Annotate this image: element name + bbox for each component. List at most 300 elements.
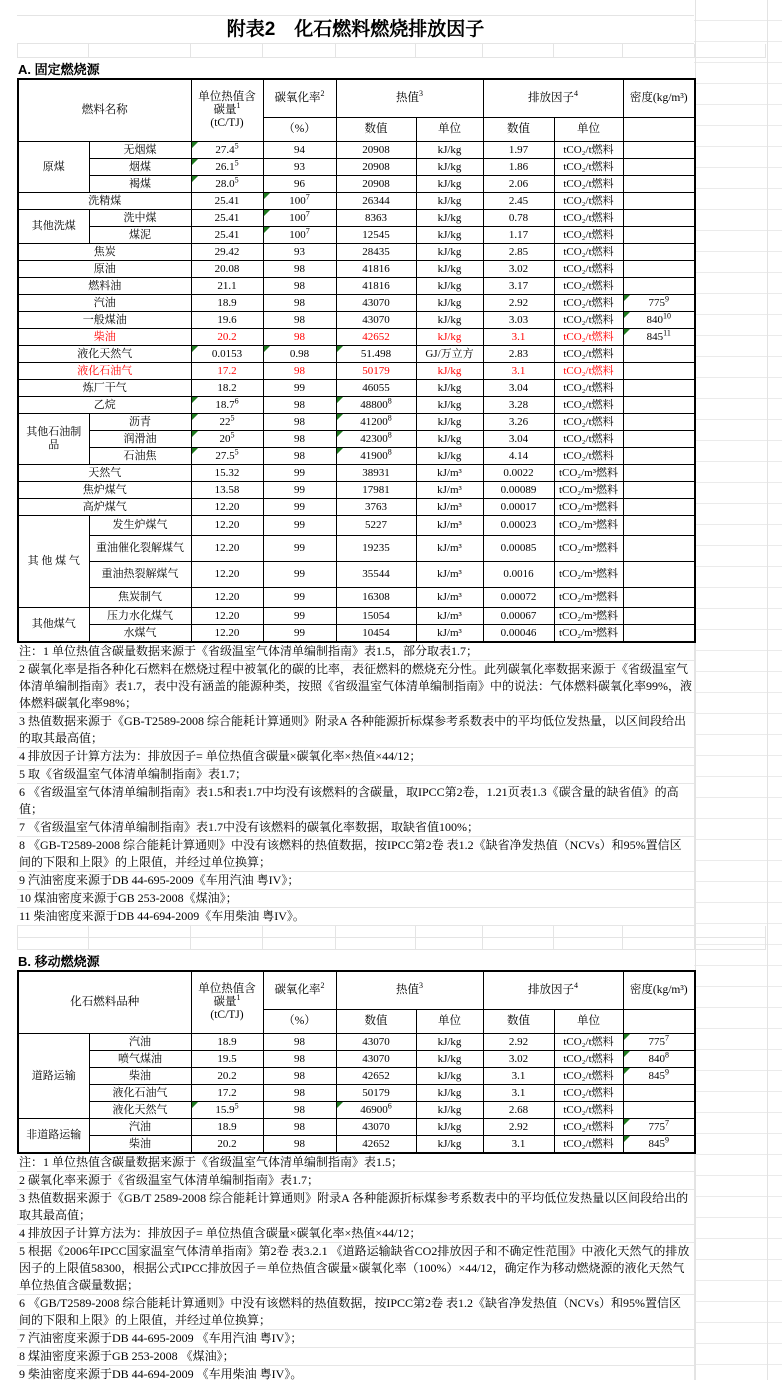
data-cell: 2.06 xyxy=(483,176,554,193)
data-cell: 19.5 xyxy=(191,1051,263,1068)
data-cell: $22^5$ xyxy=(191,414,263,431)
data-cell: 0.00046 xyxy=(483,625,554,643)
data-cell: 99 xyxy=(263,562,336,588)
fuel-group-cell: 其他洗煤 xyxy=(18,210,89,244)
data-cell: 3.1 xyxy=(483,363,554,380)
data-cell: 98 xyxy=(263,278,336,295)
data-cell: 0.00067 xyxy=(483,608,554,625)
fuel-group-cell: 原煤 xyxy=(18,142,89,193)
data-cell: 0.98 xyxy=(263,346,336,363)
data-cell: 5227 xyxy=(336,516,416,536)
data-cell: 12545 xyxy=(336,227,416,244)
data-cell: kJ/kg xyxy=(416,193,483,210)
data-cell: kJ/kg xyxy=(416,244,483,261)
data-cell: 3.1 xyxy=(483,1085,554,1102)
data-cell: 43070 xyxy=(336,1051,416,1068)
data-cell: 98 xyxy=(263,1102,336,1119)
fuel-name-cell: 汽油 xyxy=(89,1034,191,1051)
fuel-name-cell: 洗精煤 xyxy=(18,193,191,210)
col-header-density: 密度(kg/m³) xyxy=(623,79,695,118)
data-cell: kJ/m³ xyxy=(416,482,483,499)
data-cell: kJ/m³ xyxy=(416,625,483,643)
data-cell: 28435 xyxy=(336,244,416,261)
data-cell: 46055 xyxy=(336,380,416,397)
data-cell: kJ/kg xyxy=(416,1068,483,1085)
data-cell xyxy=(623,536,695,562)
data-cell: 15054 xyxy=(336,608,416,625)
data-cell: kJ/kg xyxy=(416,431,483,448)
data-cell: 98 xyxy=(263,431,336,448)
data-cell: 16308 xyxy=(336,588,416,608)
data-cell: 1.86 xyxy=(483,159,554,176)
table-row xyxy=(18,1034,695,1051)
data-cell: kJ/m³ xyxy=(416,516,483,536)
data-cell: tCO₂/t燃料 xyxy=(554,431,623,448)
data-cell: 26344 xyxy=(336,193,416,210)
table-row xyxy=(18,465,695,482)
fuel-name-cell: 喷气煤油 xyxy=(89,1051,191,1068)
data-cell: 41816 xyxy=(336,261,416,278)
fuel-name-cell: 焦炭制气 xyxy=(89,588,191,608)
data-cell xyxy=(623,142,695,159)
data-cell: 98 xyxy=(263,312,336,329)
col-header-heat-unit: 单位 xyxy=(416,118,483,142)
fuel-name-cell: 沥青 xyxy=(89,414,191,431)
table-row xyxy=(18,227,695,244)
data-cell: 20908 xyxy=(336,176,416,193)
data-cell: 99 xyxy=(263,380,336,397)
table-row xyxy=(18,414,695,431)
data-cell xyxy=(623,176,695,193)
data-cell: kJ/kg xyxy=(416,414,483,431)
data-cell: tCO₂/m³燃料 xyxy=(554,608,623,625)
data-cell: 1.17 xyxy=(483,227,554,244)
data-cell: tCO₂/t燃料 xyxy=(554,193,623,210)
data-cell: 99 xyxy=(263,625,336,643)
data-cell: kJ/kg xyxy=(416,380,483,397)
fuel-name-cell: 褐煤 xyxy=(89,176,191,193)
data-cell: 27.5$^5$ xyxy=(191,448,263,465)
table-row xyxy=(18,499,695,516)
fuel-name-cell: 煤泥 xyxy=(89,227,191,244)
fuel-name-cell: 发生炉煤气 xyxy=(89,516,191,536)
table-row xyxy=(18,142,695,159)
data-cell: 20.2 xyxy=(191,1136,263,1154)
data-cell: 8363 xyxy=(336,210,416,227)
data-cell: kJ/kg xyxy=(416,159,483,176)
table-row xyxy=(18,193,695,210)
data-cell: 98 xyxy=(263,363,336,380)
data-cell: 2.92 xyxy=(483,295,554,312)
data-cell: 2.83 xyxy=(483,346,554,363)
note-line: 9 柴油密度来源于DB 44-694-2009 《车用柴油 粤IV》。 xyxy=(17,1366,694,1380)
data-cell: 12.20 xyxy=(191,516,263,536)
data-cell: 25.41 xyxy=(191,210,263,227)
data-cell: 98 xyxy=(263,1119,336,1136)
data-cell: 98 xyxy=(263,261,336,278)
data-cell: 99 xyxy=(263,608,336,625)
data-cell: kJ/m³ xyxy=(416,499,483,516)
data-cell: 0.0153 xyxy=(191,346,263,363)
data-cell: kJ/kg xyxy=(416,329,483,346)
data-cell: 27.4$^5$ xyxy=(191,142,263,159)
data-cell: kJ/m³ xyxy=(416,465,483,482)
col-header-fuel-name: 燃料名称 xyxy=(18,79,191,142)
data-cell: 3.02 xyxy=(483,261,554,278)
data-cell: tCO₂/m³燃料 xyxy=(554,536,623,562)
data-cell: kJ/kg xyxy=(416,1085,483,1102)
data-cell: 42300$^8$ xyxy=(336,431,416,448)
fuel-name-cell: 炼厂干气 xyxy=(18,380,191,397)
data-cell: 0.00072 xyxy=(483,588,554,608)
fuel-name-cell: 洗中煤 xyxy=(89,210,191,227)
data-cell: $840^8$ xyxy=(623,1051,695,1068)
data-cell: 42652 xyxy=(336,1068,416,1085)
grid-strip xyxy=(17,926,766,938)
table-row xyxy=(18,562,695,588)
data-cell: kJ/kg xyxy=(416,278,483,295)
data-cell: 0.00017 xyxy=(483,499,554,516)
data-cell: $845^9$ xyxy=(623,1136,695,1154)
data-cell: 3.04 xyxy=(483,431,554,448)
col-header-heat-value: 数值 xyxy=(336,118,416,142)
data-cell: tCO₂/m³燃料 xyxy=(554,588,623,608)
fuel-name-cell: 乙烷 xyxy=(18,397,191,414)
data-cell: 98 xyxy=(263,1068,336,1085)
data-cell: tCO₂/m³燃料 xyxy=(554,516,623,536)
data-cell: tCO₂/m³燃料 xyxy=(554,482,623,499)
col-header-ef-unit: 单位 xyxy=(554,1010,623,1034)
data-cell: 43070 xyxy=(336,312,416,329)
data-cell xyxy=(623,278,695,295)
fuel-name-cell: 汽油 xyxy=(18,295,191,312)
data-cell: 35544 xyxy=(336,562,416,588)
data-cell: kJ/kg xyxy=(416,1119,483,1136)
data-cell: tCO₂/t燃料 xyxy=(554,278,623,295)
fuel-name-cell: 燃料油 xyxy=(18,278,191,295)
note-line: 6 《GB/T2589-2008 综合能耗计算通则》中没有该燃料的热值数据，按IPCC第2卷 表1.2《缺省净发热值（NCVs）和95%置信区间的下限和上限》的上限值，并经过单位换算； xyxy=(17,1295,694,1330)
data-cell: 25.41 xyxy=(191,193,263,210)
data-cell: 3.1 xyxy=(483,1136,554,1154)
data-cell: tCO₂/t燃料 xyxy=(554,159,623,176)
note-line: 注：1 单位热值含碳量数据来源于《省级温室气体清单编制指南》表1.5，部分取表1.7； xyxy=(17,643,694,661)
data-cell: 12.20 xyxy=(191,588,263,608)
data-cell xyxy=(623,562,695,588)
data-cell: 99 xyxy=(263,516,336,536)
table-row xyxy=(18,278,695,295)
data-cell: kJ/kg xyxy=(416,176,483,193)
data-cell: $100^7$ xyxy=(263,193,336,210)
data-cell: tCO₂/t燃料 xyxy=(554,261,623,278)
data-cell: tCO₂/t燃料 xyxy=(554,210,623,227)
note-line: 3 热值数据来源于《GB/T 2589-2008 综合能耗计算通则》附录A 各种能源折标煤参考系数表中的平均低位发热量以区间段给出的取其最高值； xyxy=(17,1190,694,1225)
fuel-name-cell: 焦炉煤气 xyxy=(18,482,191,499)
data-cell: tCO₂/t燃料 xyxy=(554,1119,623,1136)
data-cell: 3.17 xyxy=(483,278,554,295)
table-row xyxy=(18,625,695,643)
col-header-ef-unit: 单位 xyxy=(554,118,623,142)
data-cell xyxy=(623,516,695,536)
col-header-heat-value: 数值 xyxy=(336,1010,416,1034)
table-row xyxy=(18,244,695,261)
table-row xyxy=(18,516,695,536)
table-row xyxy=(18,261,695,278)
fuel-group-cell: 其他石油制品 xyxy=(18,414,89,465)
data-cell: tCO₂/t燃料 xyxy=(554,227,623,244)
data-cell xyxy=(623,448,695,465)
table-row xyxy=(18,536,695,562)
data-cell: 26.1$^5$ xyxy=(191,159,263,176)
data-cell: 17.2 xyxy=(191,363,263,380)
col-header-density: 密度(kg/m³) xyxy=(623,971,695,1010)
data-cell: 21.1 xyxy=(191,278,263,295)
data-cell xyxy=(623,363,695,380)
data-cell: 3.26 xyxy=(483,414,554,431)
data-cell xyxy=(623,431,695,448)
data-cell: 3763 xyxy=(336,499,416,516)
data-cell: 98 xyxy=(263,295,336,312)
data-cell xyxy=(623,193,695,210)
data-cell: kJ/kg xyxy=(416,142,483,159)
data-cell: tCO₂/t燃料 xyxy=(554,448,623,465)
data-cell xyxy=(623,1085,695,1102)
fuel-name-cell: 高炉煤气 xyxy=(18,499,191,516)
data-cell xyxy=(623,414,695,431)
col-header-oxidation-pct: （%） xyxy=(263,1010,336,1034)
data-cell: 41900$^8$ xyxy=(336,448,416,465)
data-cell: kJ/m³ xyxy=(416,588,483,608)
table-row xyxy=(18,295,695,312)
data-cell xyxy=(623,1102,695,1119)
data-cell: GJ/万立方 xyxy=(416,346,483,363)
data-cell: 99 xyxy=(263,482,336,499)
fuel-name-cell: 柴油 xyxy=(89,1136,191,1154)
data-cell: 18.9 xyxy=(191,1034,263,1051)
data-cell: 29.42 xyxy=(191,244,263,261)
data-cell: 20908 xyxy=(336,142,416,159)
data-cell: 93 xyxy=(263,244,336,261)
note-line: 6 《省级温室气体清单编制指南》表1.5和表1.7中均没有该燃料的含碳量，取IPCC第2卷，1.21页表1.3《碳含量的缺省值》的高值； xyxy=(17,784,694,819)
data-cell: 3.28 xyxy=(483,397,554,414)
data-cell: 99 xyxy=(263,465,336,482)
data-cell: 46900$^6$ xyxy=(336,1102,416,1119)
data-cell: kJ/kg xyxy=(416,1102,483,1119)
data-cell: 17.2 xyxy=(191,1085,263,1102)
data-cell: tCO₂/t燃料 xyxy=(554,414,623,431)
col-header-ef-value: 数值 xyxy=(483,1010,554,1034)
table-row xyxy=(18,1119,695,1136)
data-cell: 38931 xyxy=(336,465,416,482)
data-cell: 43070 xyxy=(336,1119,416,1136)
data-cell: 99 xyxy=(263,536,336,562)
data-cell xyxy=(623,482,695,499)
data-cell: $840^{10}$ xyxy=(623,312,695,329)
data-cell xyxy=(623,499,695,516)
data-cell: tCO₂/t燃料 xyxy=(554,363,623,380)
data-cell: 3.03 xyxy=(483,312,554,329)
data-cell: kJ/kg xyxy=(416,312,483,329)
data-cell: 12.20 xyxy=(191,625,263,643)
data-cell: 50179 xyxy=(336,363,416,380)
fuel-name-cell: 润滑油 xyxy=(89,431,191,448)
data-cell: 94 xyxy=(263,142,336,159)
notes-a xyxy=(17,643,695,926)
data-cell: tCO₂/m³燃料 xyxy=(554,562,623,588)
data-cell: 98 xyxy=(263,414,336,431)
data-cell: 42652 xyxy=(336,1136,416,1154)
col-header-heat-unit: 单位 xyxy=(416,1010,483,1034)
fuel-name-cell: 烟煤 xyxy=(89,159,191,176)
data-cell: $20^5$ xyxy=(191,431,263,448)
data-cell: $775^7$ xyxy=(623,1119,695,1136)
data-cell: tCO₂/t燃料 xyxy=(554,1034,623,1051)
data-cell: kJ/kg xyxy=(416,448,483,465)
data-cell: 0.00089 xyxy=(483,482,554,499)
table-row xyxy=(18,210,695,227)
note-line: 5 根据《2006年IPCC国家温室气体清单指南》第2卷 表3.2.1 《道路运输缺省CO2排放因子和不确定性范围》中液化天然气的排放因子的上限值58300，根据公式IPCC排放因子＝单位热值含碳量×碳氧化率（100%）×44/12，确定作为移动燃烧源的液化天然气单位热值含碳量数据； xyxy=(17,1243,694,1295)
data-cell: 20.2 xyxy=(191,1068,263,1085)
data-cell: 98 xyxy=(263,1034,336,1051)
note-line: 2 碳氧化率来源于《省级温室气体清单编制指南》表1.7； xyxy=(17,1172,694,1190)
data-cell: 28.0$^5$ xyxy=(191,176,263,193)
data-cell: $100^7$ xyxy=(263,227,336,244)
data-cell: tCO₂/t燃料 xyxy=(554,1085,623,1102)
data-cell xyxy=(623,588,695,608)
data-cell: 41200$^8$ xyxy=(336,414,416,431)
table-row xyxy=(18,1068,695,1085)
data-cell: tCO₂/t燃料 xyxy=(554,346,623,363)
data-cell: kJ/m³ xyxy=(416,562,483,588)
fuel-name-cell: 液化石油气 xyxy=(18,363,191,380)
fuel-name-cell: 重油催化裂解煤气 xyxy=(89,536,191,562)
note-line: 7 《省级温室气体清单编制指南》表1.7中没有该燃料的碳氧化率数据，取缺省值100%； xyxy=(17,819,694,837)
data-cell: tCO₂/t燃料 xyxy=(554,295,623,312)
fuel-name-cell: 汽油 xyxy=(89,1119,191,1136)
data-cell xyxy=(623,380,695,397)
data-cell: 98 xyxy=(263,1085,336,1102)
section-a-heading: A. 固定燃烧源 xyxy=(18,62,100,77)
data-cell: tCO₂/t燃料 xyxy=(554,1136,623,1154)
data-cell: 25.41 xyxy=(191,227,263,244)
col-header-fuel-type: 化石燃料品种 xyxy=(18,971,191,1034)
col-header-carbon-content: 单位热值含碳量$^1$ (tC/TJ) xyxy=(191,971,263,1034)
col-header-oxidation-pct: （%） xyxy=(263,118,336,142)
note-line: 4 排放因子计算方法为：排放因子= 单位热值含碳量×碳氧化率×热值×44/12； xyxy=(17,1225,694,1243)
data-cell: tCO₂/t燃料 xyxy=(554,1102,623,1119)
data-cell: tCO₂/t燃料 xyxy=(554,397,623,414)
note-line: 2 碳氧化率是指各种化石燃料在燃烧过程中被氧化的碳的比率，表征燃料的燃烧充分性。此列碳氧化率数据来源于《省级温室气体清单编制指南》表1.7，表中没有涵盖的能源种类，按照《省级温室气体清单编制指南》中的说法：气体燃料碳氧化率99%，液体燃料碳氧化率98%； xyxy=(17,661,694,713)
table-row xyxy=(18,448,695,465)
data-cell: 13.58 xyxy=(191,482,263,499)
table-row xyxy=(18,329,695,346)
note-line: 9 汽油密度来源于DB 44-695-2009《车用汽油 粤IV》； xyxy=(17,872,694,890)
col-header-emission-factor: 排放因子$^4$ xyxy=(483,79,623,118)
fuel-name-cell: 柴油 xyxy=(89,1068,191,1085)
data-cell: $845^{11}$ xyxy=(623,329,695,346)
data-cell: 12.20 xyxy=(191,536,263,562)
data-cell: 99 xyxy=(263,588,336,608)
data-cell: 2.45 xyxy=(483,193,554,210)
note-line: 11 柴油密度来源于DB 44-694-2009《车用柴油 粤IV》。 xyxy=(17,908,694,926)
data-cell xyxy=(623,261,695,278)
data-cell: 15.32 xyxy=(191,465,263,482)
table-row xyxy=(18,1051,695,1068)
data-cell: 1.97 xyxy=(483,142,554,159)
data-cell xyxy=(623,465,695,482)
data-cell: kJ/kg xyxy=(416,210,483,227)
note-line: 8 《GB-T2589-2008 综合能耗计算通则》中没有该燃料的热值数据，按IPCC第2卷 表1.2《缺省净发热值（NCVs）和95%置信区间的下限和上限》的上限值，并经过单位换算； xyxy=(17,837,694,872)
data-cell: 98 xyxy=(263,1136,336,1154)
data-cell: 0.78 xyxy=(483,210,554,227)
col-header-density-sub xyxy=(623,1010,695,1034)
grid-strip xyxy=(17,44,766,58)
data-cell: 4.14 xyxy=(483,448,554,465)
fuel-name-cell: 重油热裂解煤气 xyxy=(89,562,191,588)
data-cell: 0.00023 xyxy=(483,516,554,536)
data-cell: 0.00085 xyxy=(483,536,554,562)
data-cell: 0.0022 xyxy=(483,465,554,482)
data-cell: 96 xyxy=(263,176,336,193)
data-cell: 48800$^8$ xyxy=(336,397,416,414)
col-header-density-sub xyxy=(623,118,695,142)
data-cell: 98 xyxy=(263,397,336,414)
data-cell: $845^9$ xyxy=(623,1068,695,1085)
data-cell: kJ/kg xyxy=(416,1051,483,1068)
data-cell: 12.20 xyxy=(191,608,263,625)
fuel-group-cell: 其 他 煤 气 xyxy=(18,516,89,608)
data-cell: kJ/kg xyxy=(416,295,483,312)
data-cell: 20.08 xyxy=(191,261,263,278)
data-cell: 93 xyxy=(263,159,336,176)
data-cell xyxy=(623,227,695,244)
data-cell: kJ/kg xyxy=(416,1136,483,1154)
fuel-group-cell: 其他煤气 xyxy=(18,608,89,643)
table-row xyxy=(18,1085,695,1102)
data-cell xyxy=(623,159,695,176)
data-cell: 2.85 xyxy=(483,244,554,261)
table-row xyxy=(18,397,695,414)
fuel-name-cell: 焦炭 xyxy=(18,244,191,261)
data-cell xyxy=(623,625,695,643)
table-row xyxy=(18,346,695,363)
table-row xyxy=(18,380,695,397)
data-cell: 3.1 xyxy=(483,329,554,346)
note-line: 10 煤油密度来源于GB 253-2008《煤油》； xyxy=(17,890,694,908)
note-line: 3 热值数据来源于《GB-T2589-2008 综合能耗计算通则》附录A 各种能源折标煤参考系数表中的平均低位发热量，以区间段给出的取其最高值； xyxy=(17,713,694,748)
data-cell: 18.7$^6$ xyxy=(191,397,263,414)
data-cell: kJ/kg xyxy=(416,1034,483,1051)
data-cell: 2.92 xyxy=(483,1119,554,1136)
data-cell: 3.04 xyxy=(483,380,554,397)
data-cell: 10454 xyxy=(336,625,416,643)
note-line: 7 汽油密度来源于DB 44-695-2009 《车用汽油 粤IV》； xyxy=(17,1330,694,1348)
col-header-oxidation-rate: 碳氧化率$^2$ xyxy=(263,79,336,118)
data-cell: 41816 xyxy=(336,278,416,295)
data-cell: 3.1 xyxy=(483,1068,554,1085)
fuel-name-cell: 天然气 xyxy=(18,465,191,482)
table-row xyxy=(18,1102,695,1119)
data-cell: tCO₂/t燃料 xyxy=(554,1051,623,1068)
note-line: 注：1 单位热值含碳量数据来源于《省级温室气体清单编制指南》表1.5； xyxy=(17,1154,694,1172)
data-cell: 17981 xyxy=(336,482,416,499)
data-cell: 99 xyxy=(263,499,336,516)
fuel-name-cell: 石油焦 xyxy=(89,448,191,465)
page-title: 附表2 化石燃料燃烧排放因子 xyxy=(17,15,694,44)
note-line: 4 排放因子计算方法为：排放因子= 单位热值含碳量×碳氧化率×热值×44/12； xyxy=(17,748,694,766)
fuel-name-cell: 无烟煤 xyxy=(89,142,191,159)
data-cell: kJ/m³ xyxy=(416,536,483,562)
data-cell: tCO₂/t燃料 xyxy=(554,244,623,261)
